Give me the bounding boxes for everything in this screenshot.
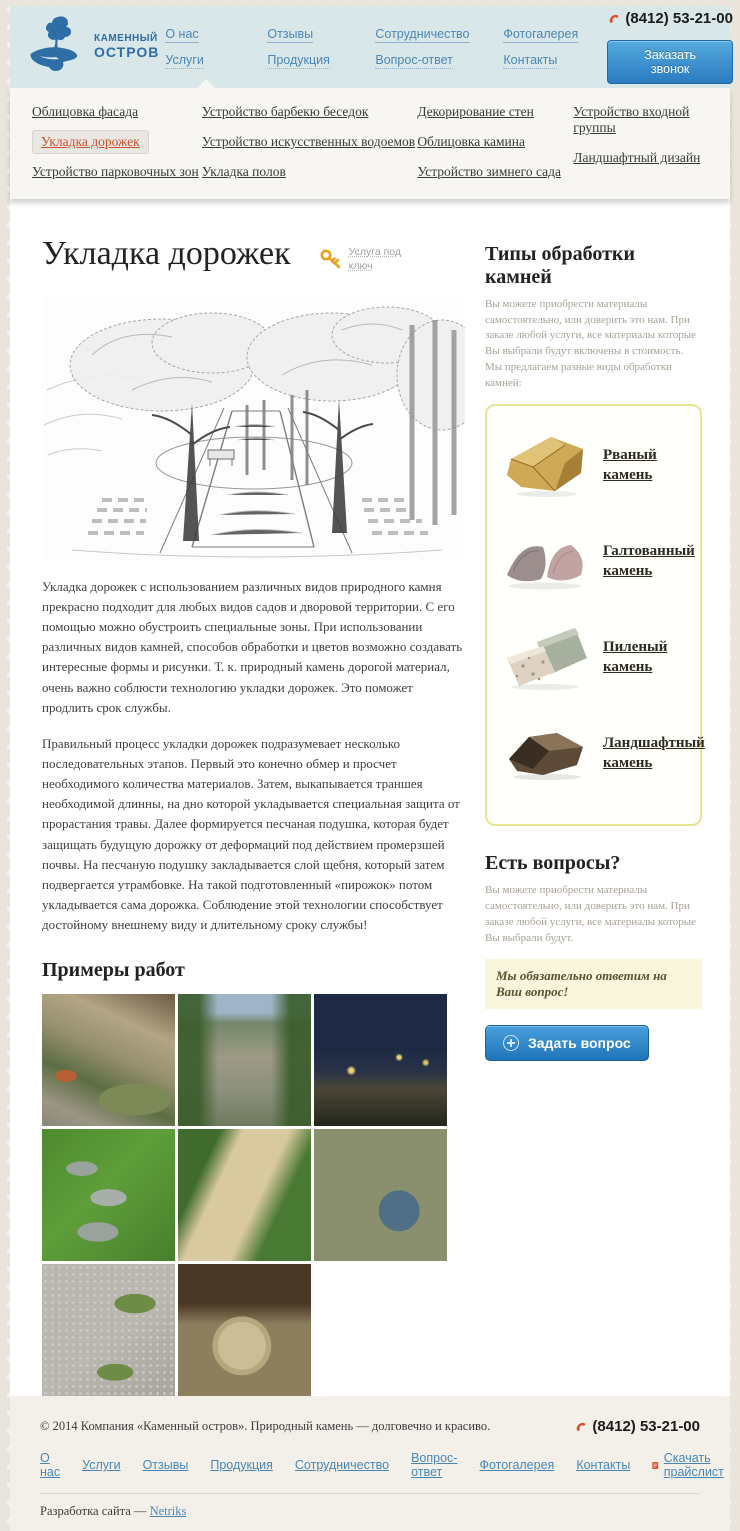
gallery-photo-3[interactable] xyxy=(314,994,447,1126)
footer-nav-photogallery[interactable]: Фотогалерея xyxy=(479,1458,555,1473)
submenu-path-laying-active[interactable]: Укладка дорожек xyxy=(32,130,149,154)
submenu-facade-cladding[interactable]: Облицовка фасада xyxy=(32,104,139,119)
submenu-col-3 xyxy=(417,104,573,181)
gallery-photo-2[interactable] xyxy=(178,994,311,1126)
sidebar xyxy=(485,235,705,1397)
phone-icon xyxy=(607,12,620,25)
pricelist-link[interactable]: Скачать прайслист xyxy=(663,1451,724,1480)
footer xyxy=(10,1396,730,1531)
stone-item-pileny[interactable] xyxy=(501,624,686,690)
page-title: Укладка дорожек xyxy=(42,234,291,272)
stone-item-landshaftny[interactable] xyxy=(501,720,705,786)
footer-nav-reviews[interactable]: Отзывы xyxy=(142,1458,189,1473)
gallery-photo-8[interactable] xyxy=(178,1264,311,1396)
nav-cooperation[interactable]: Сотрудничество xyxy=(375,27,470,41)
footer-phone: (8412) 53-21-00 xyxy=(574,1418,700,1435)
gallery-photo-5[interactable] xyxy=(178,1129,311,1261)
galtovanny-stone-photo xyxy=(501,528,591,594)
answer-promise-note: Мы обязательно ответим на Ваш вопрос! xyxy=(485,959,702,1009)
work-examples-gallery xyxy=(42,994,465,1396)
services-submenu xyxy=(10,88,730,199)
submenu-landscape-design[interactable]: Ландшафтный дизайн xyxy=(573,150,701,166)
developer-link[interactable]: Netriks xyxy=(149,1504,187,1519)
rvany-stone-link[interactable]: Рваный камень xyxy=(603,446,657,484)
garden-path-sketch-image xyxy=(42,295,465,561)
footer-nav-about[interactable]: О нас xyxy=(40,1451,61,1480)
landshaftny-stone-link[interactable]: Ландшафтный камень xyxy=(603,734,705,772)
nav-services[interactable]: Услуги xyxy=(165,53,204,67)
nav-about[interactable]: О нас xyxy=(165,27,199,41)
landshaftny-stone-photo xyxy=(501,720,591,786)
nav-faq[interactable]: Вопрос-ответ xyxy=(375,53,453,67)
nav-reviews[interactable]: Отзывы xyxy=(267,27,314,41)
active-nav-pointer-icon xyxy=(197,79,215,88)
submenu-bbq-gazebos[interactable]: Устройство барбекю беседок xyxy=(201,104,369,119)
submenu-floor-laying[interactable]: Укладка полов xyxy=(201,164,286,180)
examples-title: Примеры работ xyxy=(42,959,185,982)
article-paragraph-2: Правильный процесс укладки дорожек подразумевает несколько последовательных этапов. Первый это конечно обмер и просчет необходимого количества материалов. Затем, выкапывается траншея необходимой длинны, на дно которой укладывается специальная защита от прорастания травы. Далее формируется песчаная подушка, которая будет защищать будущую дорожку от деформаций под действием промерзшей почвы. На песчаную подушку закладывается слой щебня, который затем подвергается утрамбовке. На такой подготовленный «пирожок» потом укладывается сама дорожка. Соблюдение этой технологии способствует достойному внешнему виду и длительному сроку службы! xyxy=(42,735,460,933)
stone-item-galtovanny[interactable] xyxy=(501,528,695,594)
submenu-entrance-group[interactable]: Устройство входной группы xyxy=(573,104,690,136)
order-call-button[interactable]: Заказать звонок xyxy=(607,40,733,84)
main-content xyxy=(10,199,730,1397)
footer-nav-cooperation[interactable]: Сотрудничество xyxy=(294,1458,390,1473)
key-icon xyxy=(319,248,343,270)
questions-title: Есть вопросы? xyxy=(485,852,621,875)
stone-types-intro: Вы можете приобрести материалы самостоятельно, или доверить это нам. При заказе любой услуги, все материалы которые Вы выбрали будут включены в стоимость. Мы предлагаем разные виды обработки камней: xyxy=(485,297,696,390)
gallery-photo-4[interactable] xyxy=(42,1129,175,1261)
pricelist-document-icon xyxy=(652,1459,658,1472)
header-phone: (8412) 53-21-00 xyxy=(607,10,733,27)
nav-products[interactable]: Продукция xyxy=(267,53,330,67)
nav-contacts[interactable]: Контакты xyxy=(503,53,558,67)
submenu-winter-garden[interactable]: Устройство зимнего сада xyxy=(417,164,561,180)
footer-nav-products[interactable]: Продукция xyxy=(210,1458,273,1473)
submenu-col-2 xyxy=(202,104,417,181)
article-column xyxy=(42,235,465,1397)
brand-line2: ОСТРОВ xyxy=(94,43,160,60)
submenu-parking-zones[interactable]: Устройство парковочных зон xyxy=(32,164,199,180)
questions-text: Вы можете приобрести материалы самостоятельно, или доверить это нам. При заказе любой услуги, все материалы которые Вы выбрали будут. xyxy=(485,884,696,944)
submenu-wall-decoration[interactable]: Декорирование стен xyxy=(417,104,534,119)
page xyxy=(10,0,733,1531)
logo-text xyxy=(94,34,159,59)
header xyxy=(10,6,733,88)
download-pricelist[interactable] xyxy=(652,1451,728,1479)
logo-island-tree-icon xyxy=(28,15,86,80)
gallery-photo-1[interactable] xyxy=(42,994,175,1126)
submenu-fireplace-cladding[interactable]: Облицовка камина xyxy=(417,134,525,150)
stone-types-title: Типы обработки камней xyxy=(485,242,635,288)
pileny-stone-photo xyxy=(501,624,591,690)
stone-types-box xyxy=(485,404,705,826)
submenu-artificial-ponds[interactable]: Устройство искусственных водоемов xyxy=(201,134,416,150)
logo[interactable] xyxy=(28,15,159,80)
footer-nav-contacts[interactable]: Контакты xyxy=(576,1458,631,1473)
main-nav xyxy=(165,21,607,73)
footer-nav-faq[interactable]: Вопрос-ответ xyxy=(411,1451,458,1480)
galtovanny-stone-link[interactable]: Галтованный камень xyxy=(603,542,695,580)
stone-item-rvany[interactable] xyxy=(501,432,686,498)
phone-icon xyxy=(574,1420,587,1433)
footer-divider xyxy=(40,1493,700,1494)
copyright-text: © 2014 Компания «Каменный остров». Природный камень — долговечно и красиво. xyxy=(40,1419,491,1434)
gallery-photo-6[interactable] xyxy=(314,1129,447,1261)
article-paragraph-1: Укладка дорожек с использованием различных видов природного камня прекрасно подходит для любых видов садов и дворовой территории. С его помощью можно обустроить специальные зоны. При использовании различных видов камней, способов обработки и цветов возможно создавать интересные формы и рисунки. Т. к. природный камень дорогой материал, очень важно соблюсти технологию укладки дорожек. Это поможет продлить срок службы. xyxy=(42,578,463,715)
submenu-col-4 xyxy=(573,104,720,181)
pileny-stone-link[interactable]: Пиленый камень xyxy=(603,638,668,676)
rvany-stone-photo xyxy=(501,432,591,498)
submenu-col-1 xyxy=(32,104,202,181)
footer-nav xyxy=(40,1451,724,1480)
nav-photogallery[interactable]: Фотогалерея xyxy=(503,27,579,41)
questions-section xyxy=(485,852,702,1061)
ask-question-button[interactable]: Задать вопрос xyxy=(485,1025,649,1061)
credits: Разработка сайта — Netriks xyxy=(40,1504,187,1519)
turnkey-service-link[interactable]: Услуга под ключ xyxy=(319,245,413,273)
header-right xyxy=(607,10,733,84)
gallery-photo-7[interactable] xyxy=(42,1264,175,1396)
footer-nav-services[interactable]: Услуги xyxy=(82,1458,121,1473)
brand-line1: КАМЕННЫЙ xyxy=(94,33,158,45)
plus-circle-icon xyxy=(503,1035,519,1051)
